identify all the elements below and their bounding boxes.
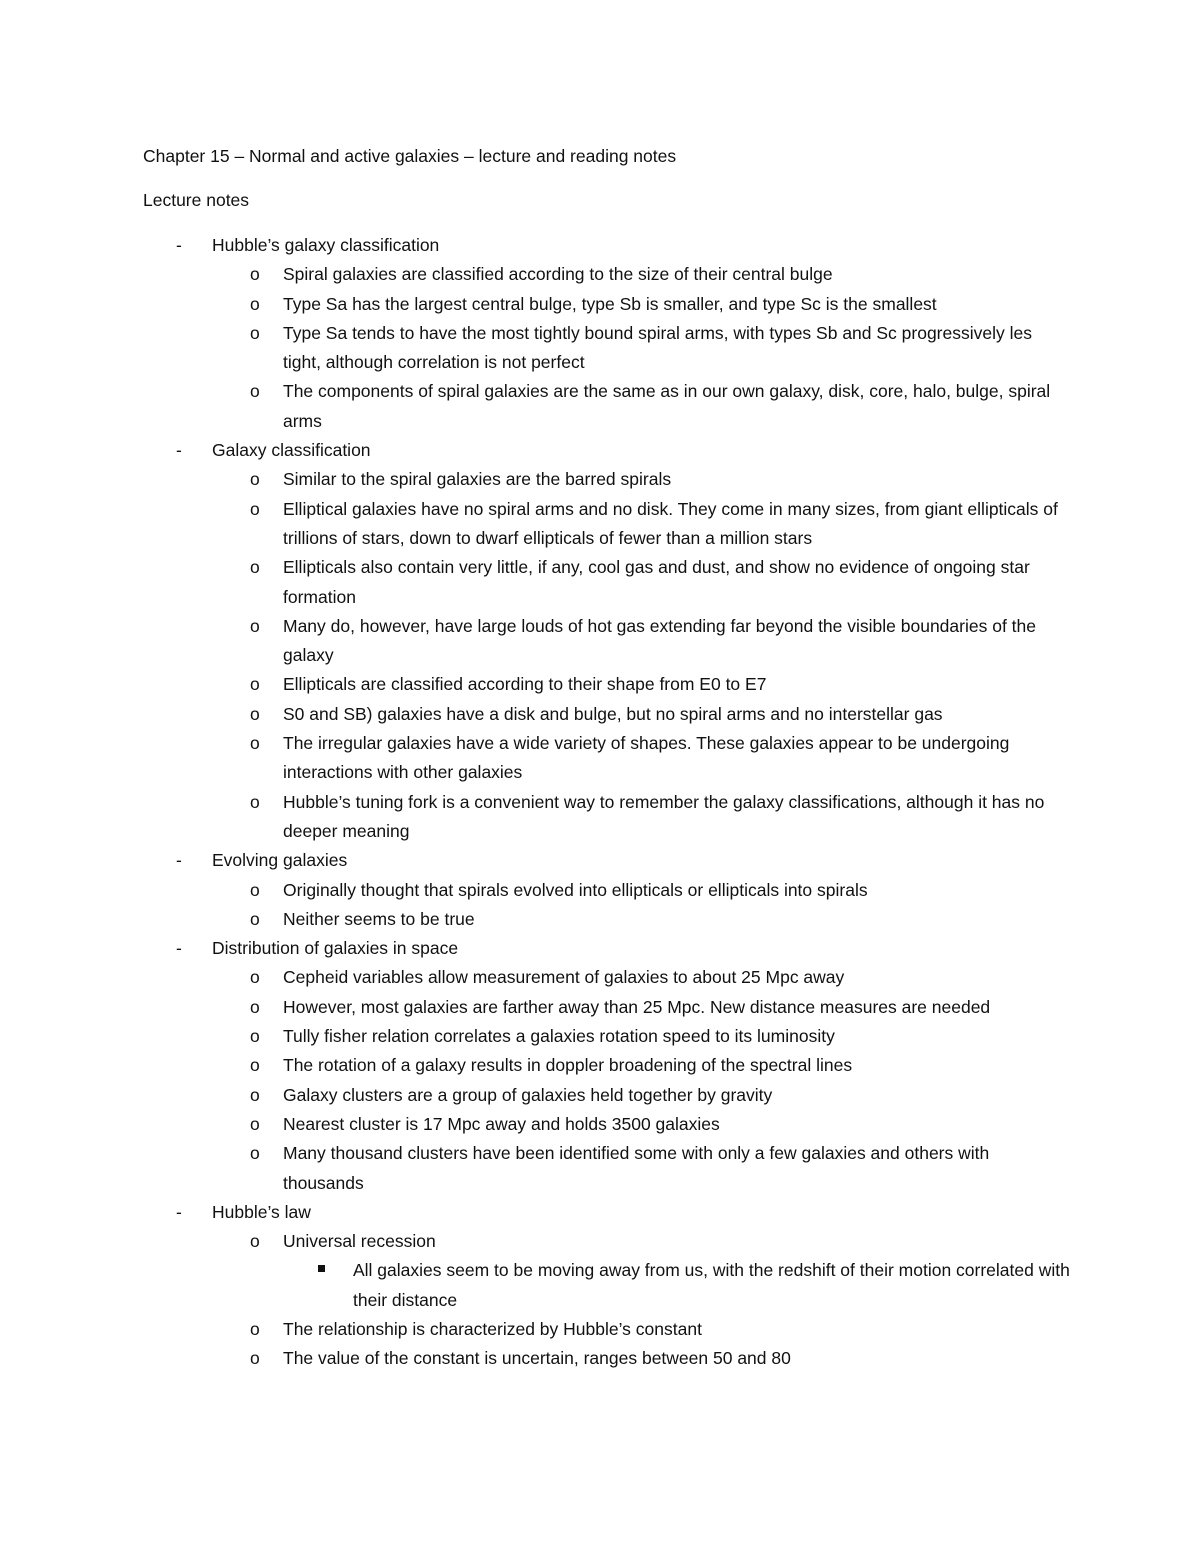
point-text: Originally thought that spirals evolved into ellipticals or ellipticals into spirals [283, 879, 868, 900]
topic-item [0, 231, 1072, 260]
point-item [0, 553, 1073, 612]
circle-bullet: o [250, 322, 260, 343]
circle-bullet: o [250, 1084, 260, 1105]
lecture-notes-outline [0, 231, 1200, 1374]
dash-bullet: - [176, 440, 182, 461]
point-text: Many thousand clusters have been identified some with only a few galaxies and others with thousands [283, 1143, 990, 1193]
circle-bullet: o [250, 1113, 260, 1134]
point-text: The relationship is characterized by Hubble’s constant [283, 1318, 702, 1339]
point-item [0, 1022, 1073, 1051]
point-text: The components of spiral galaxies are the same as in our own galaxy, disk, core, halo, bulge, spiral arms [283, 381, 1051, 431]
topic-label: Distribution of galaxies in space [212, 938, 459, 959]
circle-bullet: o [250, 967, 260, 988]
point-text: The rotation of a galaxy results in doppler broadening of the spectral lines [283, 1055, 853, 1076]
point-text: Ellipticals also contain very little, if any, cool gas and dust, and show no evidence of ongoing star formation [283, 557, 1030, 607]
point-item [0, 1110, 1073, 1139]
point-text: Ellipticals are classified according to their shape from E0 to E7 [283, 674, 767, 695]
circle-bullet: o [250, 1026, 260, 1047]
point-item [0, 495, 1073, 554]
point-item [0, 612, 1073, 671]
circle-bullet: o [250, 1318, 260, 1339]
circle-bullet: o [250, 1143, 260, 1164]
topic-label: Evolving galaxies [212, 850, 348, 871]
point-item [0, 729, 1073, 788]
circle-bullet: o [250, 703, 260, 724]
topic-item [0, 436, 1072, 465]
circle-bullet: o [250, 733, 260, 754]
circle-bullet: o [250, 996, 260, 1017]
circle-bullet: o [250, 381, 260, 402]
circle-bullet: o [250, 1348, 260, 1369]
subpoint-item [0, 1256, 1073, 1315]
point-text: Galaxy clusters are a group of galaxies held together by gravity [283, 1084, 773, 1105]
point-item [0, 670, 1073, 699]
point-item [0, 963, 1073, 992]
circle-bullet: o [250, 908, 260, 929]
point-text: Elliptical galaxies have no spiral arms and no disk. They come in many sizes, from giant ellipticals of trillions of stars, down to dwarf ellipticals of fewer than a million stars [283, 498, 1058, 548]
point-text: S0 and SB) galaxies have a disk and bulge, but no spiral arms and no interstellar gas [283, 703, 943, 724]
point-item [0, 377, 1073, 436]
point-text: Similar to the spiral galaxies are the barred spirals [283, 469, 672, 490]
point-text: Hubble’s tuning fork is a convenient way to remember the galaxy classifications, although it has no deeper meaning [283, 791, 1045, 841]
dash-bullet: - [176, 938, 182, 959]
topic-item [0, 934, 1072, 963]
topic-label: Galaxy classification [212, 440, 371, 461]
square-bullet-icon [318, 1265, 325, 1272]
point-item [0, 876, 1073, 905]
point-item [0, 1315, 1073, 1344]
section-heading: Lecture notes [143, 190, 250, 210]
point-text: Spiral galaxies are classified according to the size of their central bulge [283, 264, 833, 285]
circle-bullet: o [250, 791, 260, 812]
point-text: Cepheid variables allow measurement of galaxies to about 25 Mpc away [283, 967, 845, 988]
circle-bullet: o [250, 557, 260, 578]
circle-bullet: o [250, 615, 260, 636]
dash-bullet: - [176, 1201, 182, 1222]
point-item [0, 1227, 1073, 1256]
circle-bullet: o [250, 674, 260, 695]
topic-item [0, 846, 1072, 875]
point-item [0, 1344, 1073, 1373]
point-text: Many do, however, have large louds of hot gas extending far beyond the visible boundaries of the galaxy [283, 615, 1036, 666]
circle-bullet: o [250, 293, 260, 314]
point-text: The value of the constant is uncertain, ranges between 50 and 80 [283, 1348, 791, 1369]
point-text: Type Sa tends to have the most tightly bound spiral arms, with types Sb and Sc progressively les tight, although correlation is not perfect [283, 322, 1032, 373]
point-text: Tully fisher relation correlates a galaxies rotation speed to its luminosity [283, 1026, 835, 1047]
topic-label: Hubble’s law [212, 1201, 311, 1222]
point-item [0, 319, 1073, 378]
point-item [0, 993, 1073, 1022]
circle-bullet: o [250, 879, 260, 900]
point-item [0, 1051, 1073, 1080]
circle-bullet: o [250, 1055, 260, 1076]
point-item [0, 1081, 1073, 1110]
point-text: The irregular galaxies have a wide variety of shapes. These galaxies appear to be undergoing interactions with other galaxies [283, 733, 1010, 783]
point-text: Type Sa has the largest central bulge, type Sb is smaller, and type Sc is the smallest [283, 293, 937, 314]
point-item [0, 1139, 1073, 1198]
point-item [0, 700, 1073, 729]
topic-label: Hubble’s galaxy classification [212, 235, 440, 255]
circle-bullet: o [250, 498, 260, 519]
dash-bullet: - [176, 850, 182, 871]
circle-bullet: o [250, 264, 260, 285]
point-item [0, 290, 1073, 319]
point-text: However, most galaxies are farther away than 25 Mpc. New distance measures are needed [283, 996, 991, 1017]
subpoint-text: All galaxies seem to be moving away from us, with the redshift of their motion correlated with their distance [353, 1260, 1070, 1310]
point-text: Nearest cluster is 17 Mpc away and holds 3500 galaxies [283, 1113, 720, 1134]
point-text: Neither seems to be true [283, 908, 475, 929]
point-text: Universal recession [283, 1231, 436, 1252]
point-item [0, 905, 1073, 934]
point-item [0, 260, 1073, 289]
point-item [0, 465, 1073, 494]
circle-bullet: o [250, 469, 260, 490]
circle-bullet: o [250, 1231, 260, 1252]
point-item [0, 788, 1073, 847]
topic-item [0, 1198, 1072, 1227]
dash-bullet: - [176, 235, 182, 255]
document-title: Chapter 15 – Normal and active galaxies – lecture and reading notes [143, 146, 677, 166]
